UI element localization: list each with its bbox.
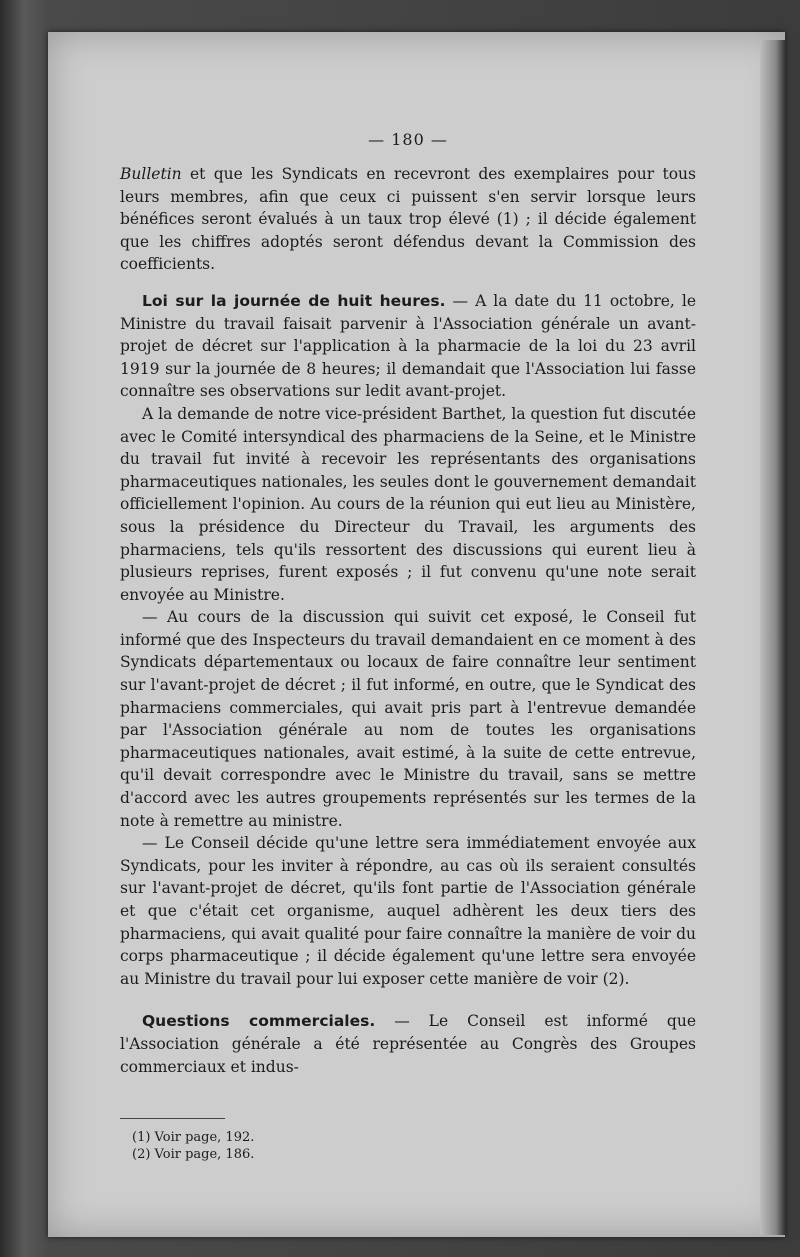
footnote-1: (1) Voir page, 192. [132, 1130, 255, 1146]
section-huit-heures [120, 290, 696, 403]
paragraph-barthet: A la demande de notre vice-président Barthet, la question fut discutée avec le Comité intersyndical des pharmaciens de la Seine, et le Ministre du travail fut invité à recevoir les représentants des organisations pharmaceutiques nationales, les seules dont le gouvernement demandait officiellement l'opinion. Au cours de la réunion qui eut lieu au Ministère, sous la présidence du Directeur du Travail, les arguments des pharmaciens, tels qu'ils ressortent des discussions qui eurent lieu à plusieurs reprises, furent exposés ; il fut convenu qu'une note serait envoyée au Ministre. [120, 404, 696, 604]
paragraph-conseil-decide: — Le Conseil décide qu'une lettre sera immédiatement envoyée aux Syndicats, pour les inviter à répondre, au cas où ils seraient consultés sur l'avant-projet de décret, qu'ils font partie de l'Association générale et que c'était cet organisme, auquel adhèrent les deux tiers des pharmaciens, qui avait qualité pour faire connaître la manière de voir du corps pharmaceutique ; il décide également qu'une lettre sera envoyée au Ministre du travail pour lui exposer cette manière de voir (2). [120, 834, 696, 988]
section-text-questions-commerciales: — Le Conseil est informé que l'Association générale a été représentée au Congrès des Groupes commerciaux et indus- [120, 1012, 696, 1076]
section-questions-commerciales [120, 1010, 696, 1078]
footnote-divider [120, 1118, 225, 1119]
footnote-2: (2) Voir page, 186. [132, 1147, 255, 1163]
section-heading-huit-heures: Loi sur la journée de huit heures. [142, 291, 446, 310]
paragraph-bulletin [120, 163, 696, 276]
section-text-huit-heures: — A la date du 11 octobre, le Ministre du travail faisait parvenir à l'Association générale un avant-projet de décret sur l'application à la pharmacie de la loi du 23 avril 1919 sur la journée de 8 heures; il demandait que l'Association lui fasse connaître ses observations sur ledit avant-projet. [120, 291, 696, 401]
page-content [120, 130, 696, 1163]
page-number: — 180 — [368, 130, 448, 149]
paragraph-inspecteurs: — Au cours de la discussion qui suivit cet exposé, le Conseil fut informé que des Inspecteurs du travail demandaient en ce moment à des Syndicats départementaux ou locaux de faire connaître leur sentiment sur l'avant-projet de décret ; il fut informé, en outre, que le Syndicat des pharmaciens commerciales, qui avait pris part à l'entrevue demandée par l'Association générale au nom de toutes les organisations pharmaceutiques nationales, avait estimé, à la suite de cette entrevue, qu'il devait correspondre avec le Ministre du travail, sans se mettre d'accord avec les autres groupements représentés sur les termes de la note à remettre au ministre. [120, 608, 696, 830]
section-heading-questions-commerciales: Questions commerciales. [142, 1012, 376, 1031]
book-spine [760, 40, 786, 1235]
paragraph-bulletin-text: et que les Syndicats en recevront des exemplaires pour tous leurs membres, afin que ceux ci puissent s'en servir lorsque leurs bénéfices seront évalués à un taux trop élevé (1) ; il décide également que les chiffres adoptés seront défendus devant la Commission des coefficients. [120, 165, 696, 274]
bulletin-italic: Bulletin [120, 165, 182, 183]
